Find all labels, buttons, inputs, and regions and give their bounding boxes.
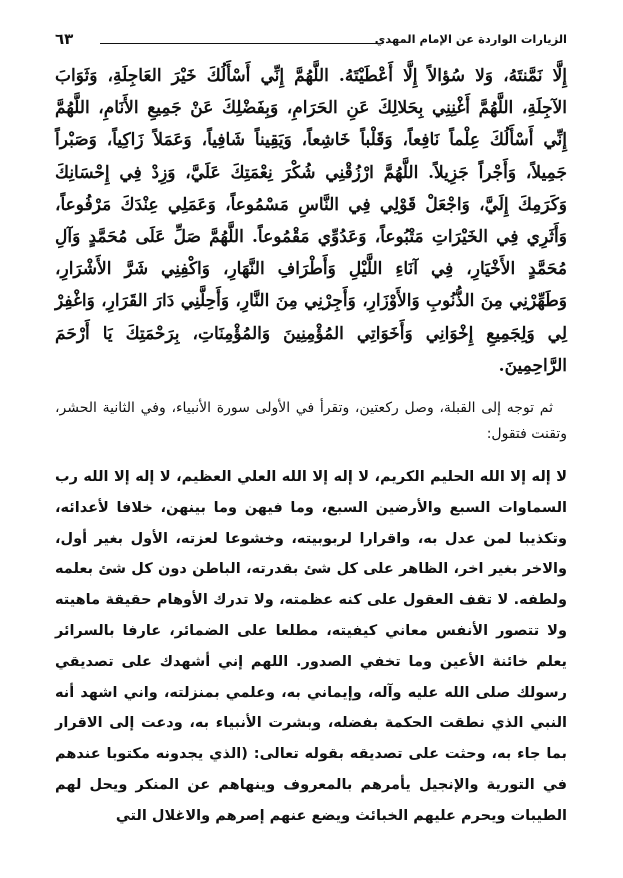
book-title: الزيارات الواردة عن الإمام المهدي [374,32,567,46]
header-rule [100,43,382,44]
dua-paragraph: إِلَّا نَمَّنتَهُ، وَلا سُؤالاً إِلَّا أَعْطَيْتَهُ. اللَّهُمَّ إِنِّي أَسْأَلُكَ خَيْرَ العَاجِلَةِ، وَثَوَابَ الآجِلَةِ، اللَّهُمَّ أَغْنِنِي بِحَلالِكَ عَنِ الحَرَامِ، وَبِفَضْلِكَ عَنْ جَمِيعِ الأَنَامِ، اللَّهُمَّ إِنِّي أَسْأَلُكَ عِلْماً نَافِعاً، وَقَلْباً خَاشِعاً، وَيَقِيناً شَافِياً، وَعَمَلاً زَاكِياً، وَصَبْراً جَمِيلاً، وَأَجْراً جَزِيلاً. اللَّهُمَّ ارْزُقْنِي شُكْرَ نِعْمَتِكَ عَلَيَّ، وَزِدْ فِي إِحْسَانِكَ وَكَرَمِكَ إِلَيَّ، وَاجْعَلْ قَوْلِي فِي النَّاسِ مَسْمُوعاً، وَعَمَلِي عِنْدَكَ مَرْفُوعاً، وَأَثَرِي فِي الخَيْرَاتِ مَتْبُوعاً، وَعَدُوِّي مَقْمُوعاً. اللَّهُمَّ صَلِّ عَلَى مُحَمَّدٍ وَآلِ مُحَمَّدٍ الأَخْيَارِ، فِي آنَاءِ اللَّيْلِ وَأَطْرَافِ النَّهَارِ، وَاكْفِنِي شَرَّ الأَشْرَارِ، وَطَهِّرْنِي مِنَ الذُّنُوبِ وَالأَوْزَارِ، وَأَجِرْنِي مِنَ النَّارِ، وَأَحِلَّنِي دَارَ القَرَارِ، وَاغْفِرْ لِي وَلِجَمِيعِ إِخْوَانِي وَأَخَوَاتِي المُؤْمِنِينَ وَالمُؤْمِنَاتِ، بِرَحْمَتِكَ يَا أَرْحَمَ الرَّاحِمِينَ. [55,66,567,376]
page-number: ٦٣ [55,30,74,48]
prayer-paragraph: لا إله إلا الله الحليم الكريم، لا إله إلا الله العلي العظيم، لا إله إلا الله رب السماوات السبع والأرضين السبع، وما فيهن وما بينهن، خلافا لأعدائه، وتكذيبا لمن عدل به، واقرارا لربوبيته، وخشوعا لعزته، الأول بغير أول، والاخر بغير اخر، الظاهر على كل شئ بقدرته، الباطن دون كل شئ بعلمه ولطفه. لا تقف العقول على كنه عظمته، ولا تدرك الأوهام حقيقة ماهيته ولا تتصور الأنفس معاني كيفيته، مطلعا على الضمائر، عارفا بالسرائر يعلم خائنة الأعين وما تخفي الصدور. اللهم إني أشهدك على تصديقي رسولك صلى الله عليه وآله، وإيماني به، وعلمي بمنزلته، واني اشهد أنه النبي الذي نطقت الحكمة بفضله، وبشرت الأنبياء به، ودعت إلى الاقرار بما جاء به، وحثت على تصديقه بقوله تعالى: (الذي يجدونه مكتوبا عندهم في التورية والإنجيل يأمرهم بالمعروف وينهاهم عن المنكر ويحل لهم الطيبات ويحرم عليهم الخبائث ويضع عنهم إصرهم والاغلال التي [55,469,567,824]
page-header [55,30,567,52]
instruction-text: ثم توجه إلى القبلة، وصل ركعتين، وتقرأ في الأولى سورة الأنبياء، وفي الثانية الحشر، وتقنت فتقول: [55,400,567,442]
instruction-paragraph [55,395,567,447]
